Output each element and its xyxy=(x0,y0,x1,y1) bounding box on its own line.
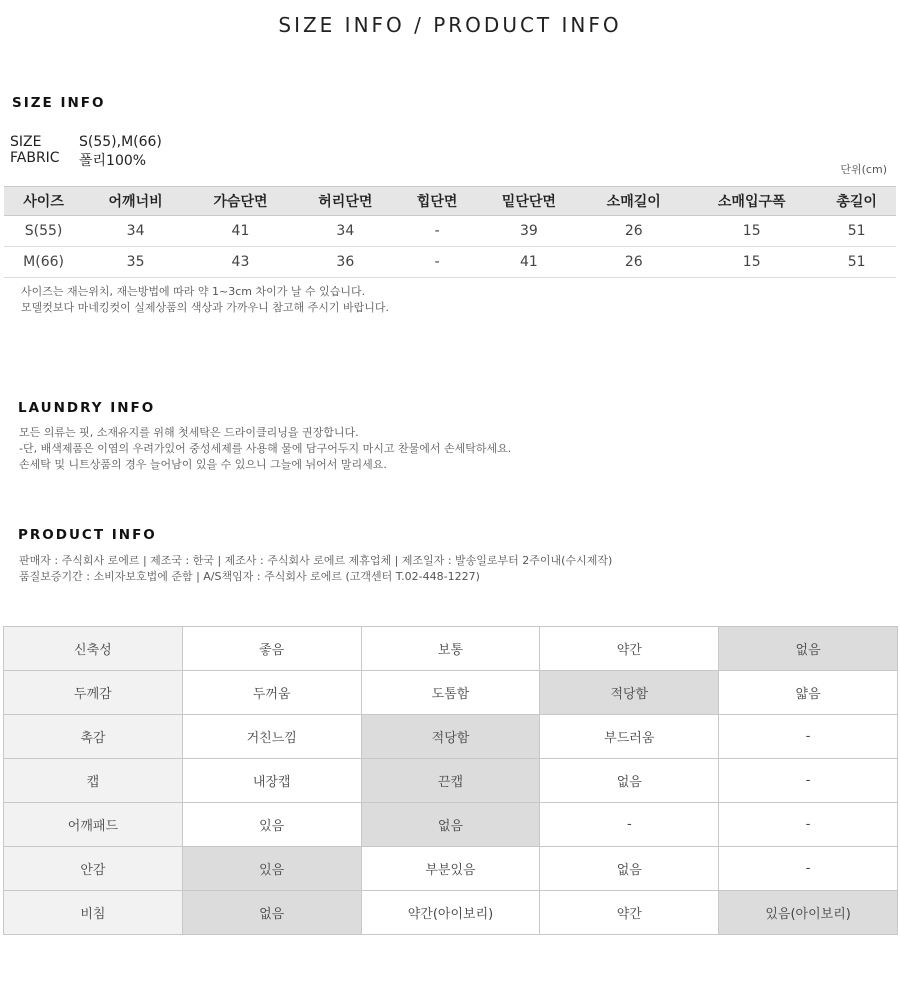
fabric-label: FABRIC xyxy=(10,150,60,166)
note-line: 모델컷보다 마네킹컷이 실제상품의 색상과 가까우니 참고해 주시기 바랍니다. xyxy=(21,301,390,314)
size-table-header: 어깨너비 xyxy=(83,187,188,216)
attribute-option: - xyxy=(719,803,898,847)
attribute-row xyxy=(4,715,898,759)
attribute-label: 비침 xyxy=(4,891,183,935)
table-row xyxy=(4,247,896,278)
table-cell: 15 xyxy=(686,216,817,247)
table-cell: S(55) xyxy=(4,216,83,247)
attribute-row xyxy=(4,759,898,803)
table-cell: 41 xyxy=(188,216,293,247)
table-cell: 35 xyxy=(83,247,188,278)
page-title: SIZE INFO / PRODUCT INFO xyxy=(278,13,622,37)
size-table-header: 총길이 xyxy=(817,187,896,216)
note-line: 모든 의류는 핏, 소재유지를 위해 첫세탁은 드라이클리닝을 권장합니다. xyxy=(19,426,359,439)
attribute-row xyxy=(4,671,898,715)
attribute-option: 적당함 xyxy=(361,715,540,759)
attribute-row xyxy=(4,803,898,847)
attribute-option: - xyxy=(540,803,719,847)
note-line: -단, 배색제품은 이염의 우려가있어 중성세제를 사용해 물에 담구어두지 마시고 찬물에서 손세탁하세요. xyxy=(19,442,512,455)
attribute-option: 적당함 xyxy=(540,671,719,715)
attribute-label: 촉감 xyxy=(4,715,183,759)
product-attribute-table xyxy=(3,626,898,935)
attribute-option: 있음(아이보리) xyxy=(719,891,898,935)
attribute-label: 캡 xyxy=(4,759,183,803)
size-table-header: 소매입구폭 xyxy=(686,187,817,216)
size-spec-row xyxy=(10,134,162,150)
table-cell: - xyxy=(398,216,477,247)
attribute-option: 없음 xyxy=(540,759,719,803)
table-cell: 43 xyxy=(188,247,293,278)
attribute-option: 있음 xyxy=(182,847,361,891)
table-cell: 15 xyxy=(686,247,817,278)
attribute-option: 좋음 xyxy=(182,627,361,671)
attribute-option: 도톰함 xyxy=(361,671,540,715)
size-label: SIZE xyxy=(10,134,42,150)
note-line: 사이즈는 재는위치, 재는방법에 따라 약 1~3cm 차이가 날 수 있습니다. xyxy=(21,285,366,298)
attribute-option: - xyxy=(719,847,898,891)
table-cell: 36 xyxy=(293,247,398,278)
note-line: 품질보증기간 : 소비자보호법에 준함 | A/S책임자 : 주식회사 로에르 (고객센터 T.02-448-1227) xyxy=(19,570,480,583)
size-table-header: 밑단단면 xyxy=(476,187,581,216)
size-info-heading: SIZE INFO xyxy=(12,95,106,111)
table-cell: 34 xyxy=(293,216,398,247)
attribute-option: 약간 xyxy=(540,891,719,935)
attribute-option: 끈캡 xyxy=(361,759,540,803)
table-row xyxy=(4,216,896,247)
unit-note: 단위(cm) xyxy=(840,163,887,176)
table-cell: 34 xyxy=(83,216,188,247)
size-notes xyxy=(21,284,389,316)
product-notes xyxy=(19,553,612,585)
attribute-option: 두꺼움 xyxy=(182,671,361,715)
attribute-option: 보통 xyxy=(361,627,540,671)
attribute-label: 신축성 xyxy=(4,627,183,671)
attribute-option: 부분있음 xyxy=(361,847,540,891)
attribute-option: 부드러움 xyxy=(540,715,719,759)
attribute-option: 없음 xyxy=(540,847,719,891)
product-info-heading: PRODUCT INFO xyxy=(18,527,157,543)
attribute-option: - xyxy=(719,715,898,759)
table-cell: 41 xyxy=(476,247,581,278)
attribute-label: 어깨패드 xyxy=(4,803,183,847)
size-table-header: 소매길이 xyxy=(581,187,686,216)
laundry-info-heading: LAUNDRY INFO xyxy=(18,400,156,416)
size-table-header: 허리단면 xyxy=(293,187,398,216)
table-cell: 51 xyxy=(817,216,896,247)
attribute-row xyxy=(4,627,898,671)
laundry-notes xyxy=(19,425,511,473)
size-table xyxy=(4,186,896,278)
attribute-option: 없음 xyxy=(719,627,898,671)
attribute-row xyxy=(4,891,898,935)
attribute-option: 있음 xyxy=(182,803,361,847)
attribute-label: 안감 xyxy=(4,847,183,891)
fabric-value: 폴리100% xyxy=(79,153,147,169)
attribute-option: 거친느낌 xyxy=(182,715,361,759)
attribute-option: 없음 xyxy=(182,891,361,935)
note-line: 판매자 : 주식회사 로에르 | 제조국 : 한국 | 제조사 : 주식회사 로에르 제휴업체 | 제조일자 : 발송일로부터 2주이내(수시제작) xyxy=(19,554,613,567)
fabric-spec-row xyxy=(10,150,146,170)
table-cell: 51 xyxy=(817,247,896,278)
size-table-header: 힙단면 xyxy=(398,187,477,216)
attribute-option: 약간 xyxy=(540,627,719,671)
table-cell: - xyxy=(398,247,477,278)
table-cell: 26 xyxy=(581,216,686,247)
table-cell: 26 xyxy=(581,247,686,278)
table-cell: 39 xyxy=(476,216,581,247)
table-cell: M(66) xyxy=(4,247,83,278)
attribute-label: 두께감 xyxy=(4,671,183,715)
note-line: 손세탁 및 니트상품의 경우 늘어남이 있을 수 있으니 그늘에 뉘어서 말리세요. xyxy=(19,458,387,471)
attribute-option: 얇음 xyxy=(719,671,898,715)
attribute-option: 약간(아이보리) xyxy=(361,891,540,935)
size-table-header-row xyxy=(4,187,896,216)
size-table-header: 사이즈 xyxy=(4,187,83,216)
size-table-header: 가슴단면 xyxy=(188,187,293,216)
size-value: S(55),M(66) xyxy=(79,134,162,150)
attribute-option: 없음 xyxy=(361,803,540,847)
attribute-option: 내장캡 xyxy=(182,759,361,803)
attribute-option: - xyxy=(719,759,898,803)
attribute-row xyxy=(4,847,898,891)
